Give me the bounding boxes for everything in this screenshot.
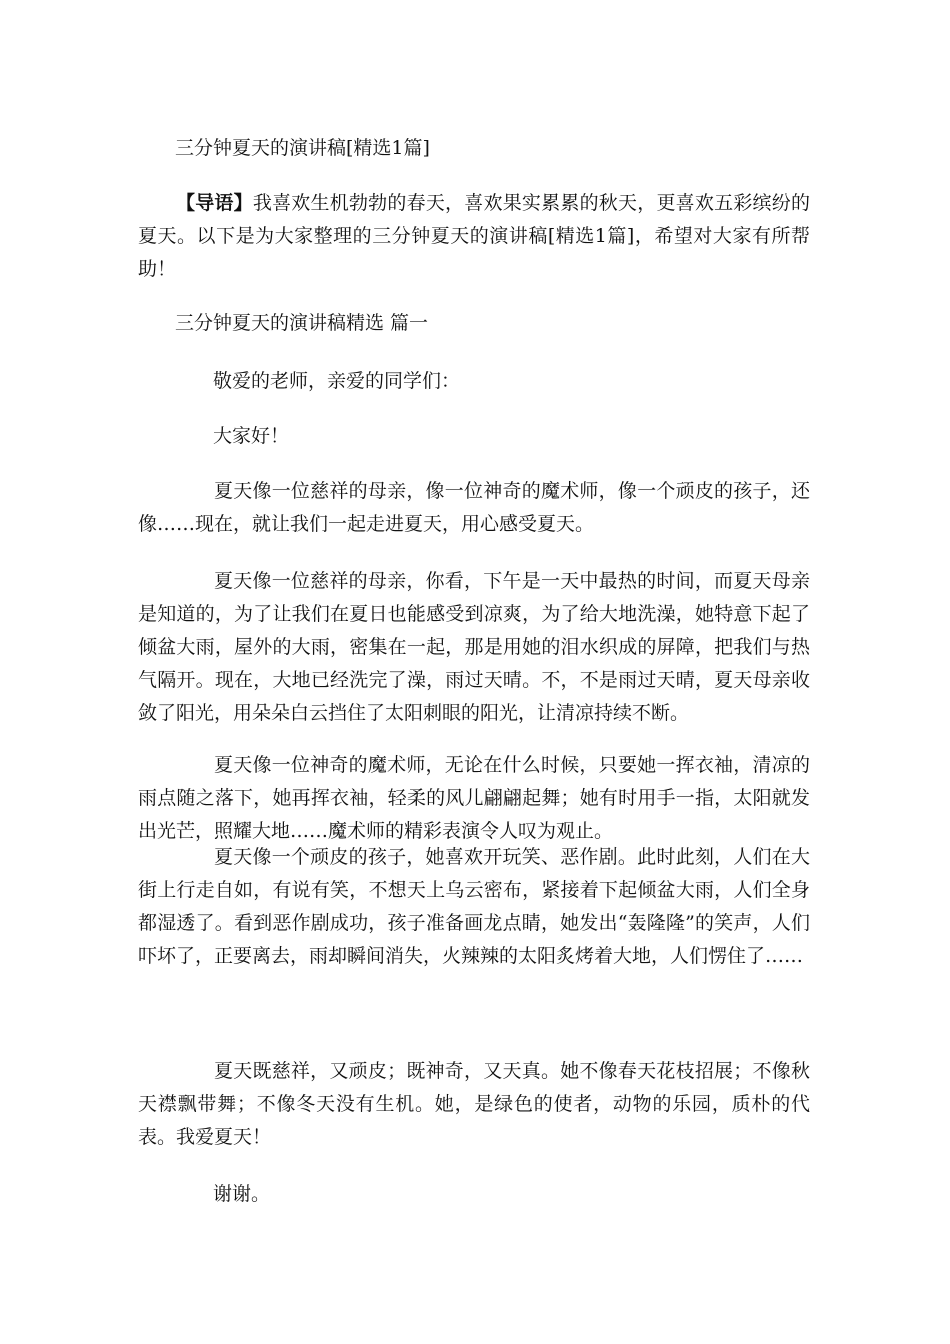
intro-text: 我喜欢生机勃勃的春天，喜欢果实累累的秋天，更喜欢五彩缤纷的夏天。以下是为大家整理的三分钟夏天的演讲稿[精选1篇]，希望对大家有所帮助！: [138, 192, 810, 280]
body-paragraph-4: 夏天像一个顽皮的孩子，她喜欢开玩笑、恶作剧。此时此刻，人们在大街上行走自如，有说有笑，不想天上乌云密布，紧接着下起倾盆大雨，人们全身都湿透了。看到恶作剧成功，孩子准备画龙点睛，她发出“轰隆隆”的笑声，人们吓坏了，正要离去，雨却瞬间消失，火辣辣的太阳炙烤着大地，人们愣住了……: [138, 846, 810, 967]
body-paragraph-1: 夏天像一位慈祥的母亲，像一位神奇的魔术师，像一个顽皮的孩子，还像……现在，就让我们一起走进夏天，用心感受夏天。: [138, 480, 810, 535]
body-paragraph-5: 夏天既慈祥，又顽皮；既神奇，又天真。她不像春天花枝招展；不像秋天襟飘带舞；不像冬天没有生机。她，是绿色的使者，动物的乐园，质朴的代表。我爱夏天！: [138, 1060, 810, 1148]
greeting: 大家好！: [213, 425, 290, 447]
intro-paragraph: [138, 187, 810, 286]
closing: 谢谢。: [213, 1183, 271, 1205]
salutation: 敬爱的老师，亲爱的同学们：: [213, 370, 461, 392]
body-paragraph-3: 夏天像一位神奇的魔术师，无论在什么时候，只要她一挥衣袖，清凉的雨点随之落下，她再挥衣袖，轻柔的风儿翩翩起舞；她有时用手一指，太阳就发出光芒，照耀大地……魔术师的精彩表演令人叹为观止。: [138, 754, 810, 842]
intro-label: 【导语】: [176, 192, 253, 214]
section-heading: 三分钟夏天的演讲稿精选 篇一: [175, 312, 429, 334]
document-title: 三分钟夏天的演讲稿[精选1篇]: [175, 137, 430, 159]
body-paragraph-2: 夏天像一位慈祥的母亲，你看，下午是一天中最热的时间，而夏天母亲是知道的，为了让我们在夏日也能感受到凉爽，为了给大地洗澡，她特意下起了倾盆大雨，屋外的大雨，密集在一起，那是用她的泪水织成的屏障，把我们与热气隔开。现在，大地已经洗完了澡，雨过天晴。不，不是雨过天晴，夏天母亲收敛了阳光，用朵朵白云挡住了太阳刺眼的阳光，让清凉持续不断。: [138, 570, 810, 724]
